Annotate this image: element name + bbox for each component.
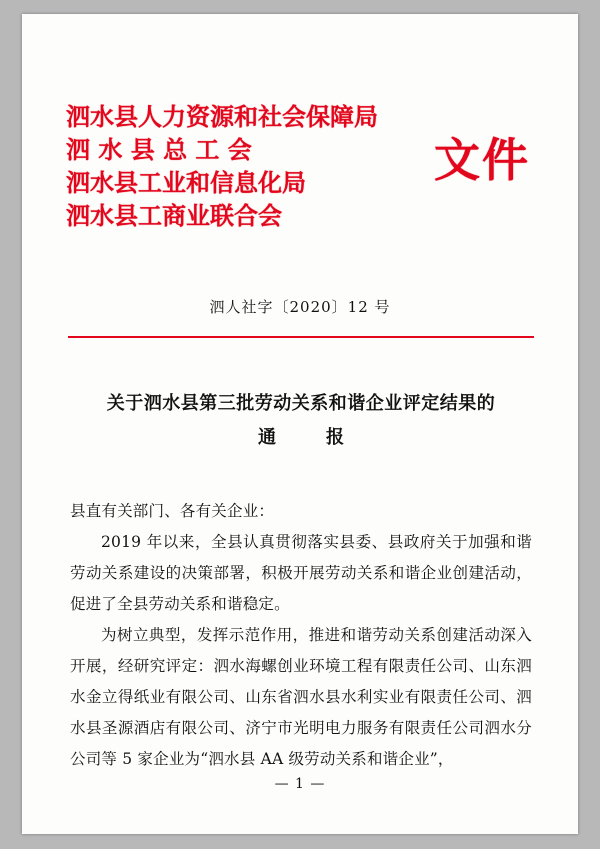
masthead-line-3 [66, 166, 446, 199]
page-number: — 1 — [274, 776, 326, 792]
document-number: 泗人社字〔2020〕12 号 [209, 298, 391, 316]
document-body [70, 496, 532, 775]
masthead-line-4 [66, 199, 446, 232]
masthead-line-1-text: 泗水县人力资源和社会保障局 [66, 102, 378, 131]
masthead-line-3-text: 泗水县工业和信息化局 [66, 168, 306, 197]
body-paragraph-1: 2019 年以来，全县认真贯彻落实县委、县政府关于加强和谐劳动关系建设的决策部署，积极开展劳动关系和谐企业创建活动，促进了全县劳动关系和谐稳定。 [70, 533, 532, 613]
masthead-lines [66, 100, 446, 232]
document-page [22, 14, 578, 834]
red-divider-rule [68, 336, 534, 338]
masthead-line-4-text: 泗水县工商业联合会 [66, 201, 282, 230]
document-title-line-1: 关于泗水县第三批劳动关系和谐企业评定结果的 [106, 393, 496, 414]
body-paragraph-2: 为树立典型，发挥示范作用，推进和谐劳动关系创建活动深入开展，经研究评定：泗水海螺创业环境工程有限责任公司、山东泗水金立得纸业有限公司、山东省泗水县水利实业有限责任公司、泗水县圣源酒店有限公司、济宁市光明电力服务有限责任公司泗水分公司等 5 家企业为“泗水县 AA 级劳动关系和谐企业”， [70, 626, 532, 768]
document-title-line-2: 通 报 [258, 427, 360, 448]
document-title [68, 387, 534, 455]
masthead-line-1 [66, 100, 446, 133]
masthead-line-2-text: 泗 水 县 总 工 会 [66, 135, 252, 164]
masthead [66, 100, 536, 232]
masthead-line-2 [66, 133, 446, 166]
masthead-document-badge: 文件 [434, 133, 530, 187]
document-inner [22, 14, 578, 834]
body-salutation: 县直有关部门、各有关企业： [70, 502, 275, 520]
